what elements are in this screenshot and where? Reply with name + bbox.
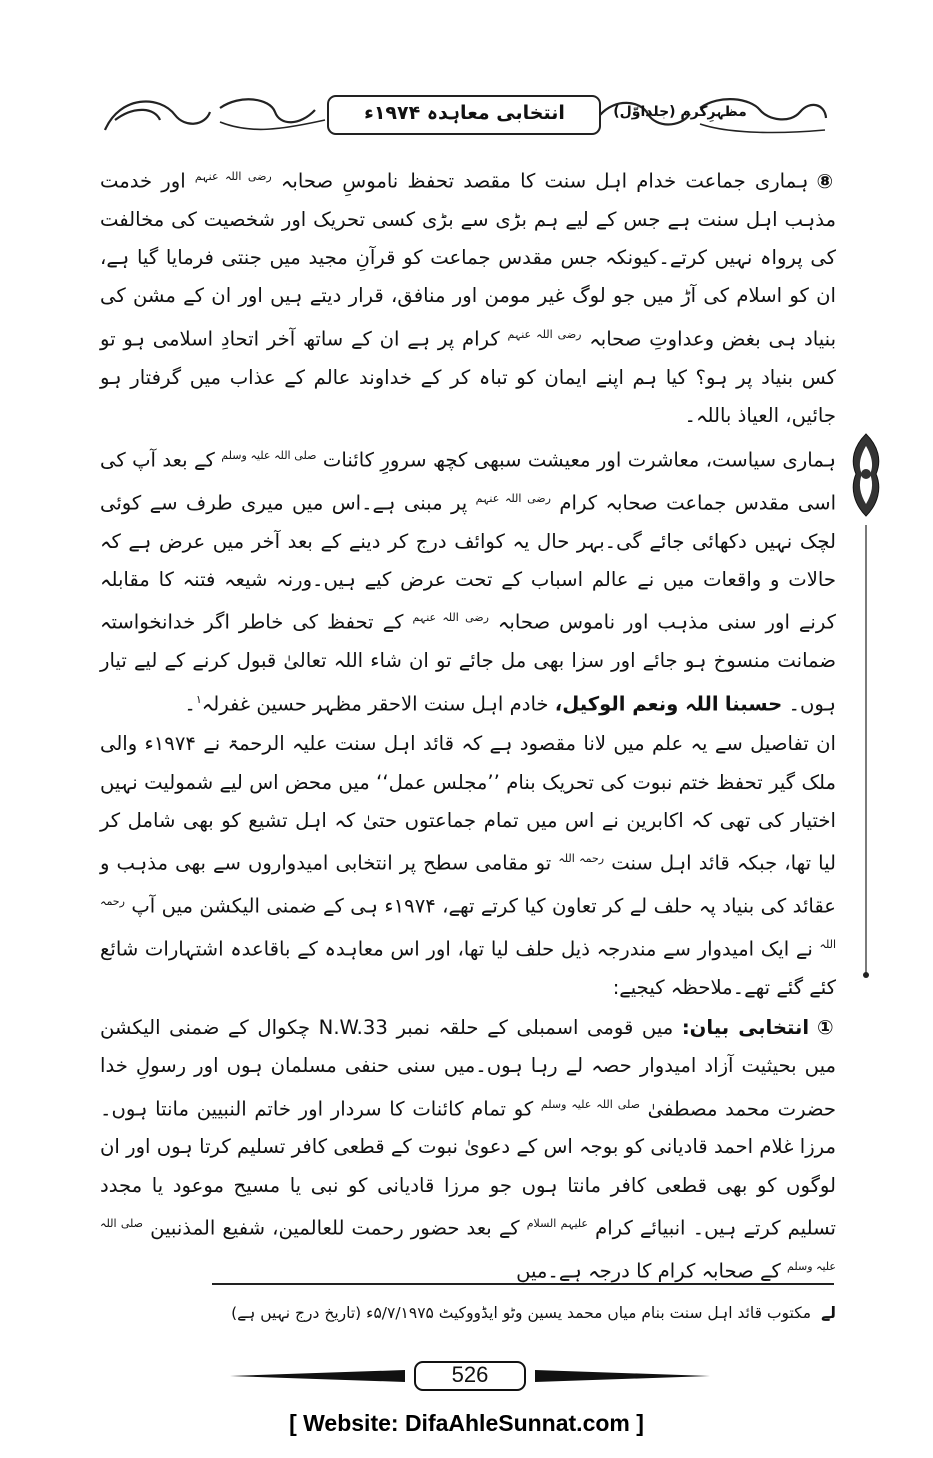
- statement-label: انتخابی بیان:: [681, 1016, 810, 1040]
- text-segment: اور خدمت مذہب اہل سنت ہے: [100, 169, 837, 231]
- footnote-text: مکتوب قائد اہل سنت بنام میاں محمد یسین وٹو ایڈووکیٹ ۵/۷/۱۹۷۵ء (تاریخ درج نہیں ہے): [231, 1304, 812, 1322]
- footnote: [200, 1300, 836, 1326]
- footnote-divider: [212, 1283, 834, 1285]
- text-segment: کے تحفظ کی خاطر اگر خدانخواستہ: [100, 610, 404, 634]
- text-segment: کرام پر ہے ان کے: [351, 327, 500, 351]
- honorific: علیہم السلام: [526, 1217, 588, 1231]
- honorific: رضی اللہ عنہم: [507, 327, 582, 341]
- page-number: 526: [451, 1362, 489, 1387]
- honorific: رضی اللہ عنہم: [194, 170, 272, 183]
- text-segment: میں قومی اسمبلی کے حلقہ نمبر: [396, 1016, 674, 1040]
- text-segment: منافق، قرار دیتے ہیں اور ان کے مشن کی بنیاد ہی بغض وعداوتِ صحابہ: [100, 284, 837, 351]
- constituency-code: N.W.33: [318, 1016, 388, 1040]
- text-segment: میں گرفتار ہو جائیں، العیاذ باللہ۔: [100, 365, 836, 427]
- text-segment: تمام جماعتوں حتیٰ کہ اہل تشیع کو بھی شامل کر لیا تھا، جبکہ قائد اہل سنت: [100, 808, 837, 875]
- honorific: رحمہ اللہ: [558, 852, 605, 866]
- text-segment: امیدواروں سے بھی مذہب و عقائد کی بنیاد پہ حلف لے کر تعاون کیا کرتے تھے، ۱۹۷۴ء ہی کے ضمنی: [100, 851, 836, 918]
- text-segment: کے بعد حضور رحمت للعالمین، شفیع المذنبین: [150, 1216, 520, 1240]
- text-segment: تو مقامی سطح پر انتخابی: [335, 851, 552, 875]
- text-segment: ختم نبوت کی تحریک بنام ’’مجلس عمل‘‘ میں محض اس لیے شمولیت نہیں اختیار کی تھی کہ اکابرین نے اس میں: [100, 770, 836, 832]
- text-segment: کوائف درج کر دینے کے بعد آخر میں عرض ہے کہ حالات و واقعات میں نے عالم اسباب کے تحت عرض: [100, 529, 836, 592]
- text-segment: امیدوار حصہ لے رہا ہوں۔میں سنی حنفی مسلمان ہوں اور رسولِ خدا حضرت محمد مصطفیٰ: [100, 1054, 836, 1121]
- text-segment: ہماری سیاست، معاشرت اور معیشت سبھی کچھ سرورِ کائنات: [322, 448, 836, 472]
- text-segment: کو تمام کائنات: [412, 1097, 534, 1121]
- honorific: صلی اللہ علیہ وسلم: [540, 1097, 640, 1111]
- text-segment: ساتھ آخر اتحادِ اسلامی ہو تو کس بنیاد پر ہو؟ کیا ہم اپنے ایمان کو تباہ کر کے خداوند عالم کے عذاب: [100, 327, 837, 389]
- text-segment: کیے ہیں۔ورنہ شیعہ فتنہ کا مقابلہ کرنے اور سنی مذہب اور ناموس صحابہ: [100, 568, 836, 634]
- main-text: [100, 158, 836, 1291]
- point-number: ⑧: [816, 169, 837, 193]
- text-segment: اشتہارات شائع کئے گئے تھے۔ملاحظہ کیجیے:: [100, 937, 836, 999]
- text-segment: پر مبنی ہے۔اس میں میری طرف سے کوئی لچک نہیں دکھائی جائے گی۔بہر حال یہ: [100, 491, 836, 553]
- text-segment: خادم اہل سنت الاحقر مظہر حسین غفرلہ: [201, 692, 549, 716]
- header-volume: مظہرِکرم (جلداوّل): [613, 104, 747, 120]
- text-segment: جماعت صحابہ کرام: [559, 491, 727, 515]
- page-number-strip: [230, 1356, 710, 1396]
- honorific: رحمہ اللہ: [100, 895, 836, 951]
- paragraph-election-statement: [100, 1009, 836, 1291]
- text-segment: نے ایک امیدوار سے مندرجہ ذیل حلف لیا تھا، اور اس معاہدہ کے باقاعدہ: [230, 937, 813, 961]
- footnote-reference: ۱: [195, 692, 202, 706]
- text-segment: چکوال کے ضمنی الیکشن میں بحیثیت آزاد: [100, 1016, 837, 1078]
- header-title: انتخابی معاہدہ ۱۹۷۴ء: [364, 102, 565, 124]
- side-margin-ornament: [848, 430, 884, 980]
- text-segment: اللہ ونعم الوکیل،: [554, 692, 719, 716]
- paragraph-details: [100, 725, 836, 1007]
- text-segment: مقدس جماعت کو قرآنِ مجید میں جنتی فرمایا گیا ہے، ان کو اسلام کی آڑ میں جو لوگ غیر مومن اور: [100, 246, 837, 308]
- text-segment: ان تفاصیل سے یہ علم میں لانا مقصود ہے کہ قائد اہل سنت علیہ الرحمۃ نے ۱۹۷۴ء والی ملک گیر تحفظ: [100, 732, 837, 794]
- text-segment: ضمانت منسوخ ہو جائے اور سزا بھی مل جائے تو ان شاء اللہ تعالیٰ قبول کرنے کے لیے تیار ہوں۔: [100, 649, 836, 716]
- text-segment: ہماری جماعت خدام اہل سنت کا مقصد تحفظ ناموسِ صحابہ: [280, 169, 809, 193]
- honorific: رضی اللہ عنہم: [475, 491, 551, 505]
- text-segment: ۔: [184, 692, 196, 716]
- honorific: صلی اللہ علیہ وسلم: [221, 449, 317, 463]
- website-footer: [ Website: DifaAhleSunnat.com ]: [289, 1410, 644, 1436]
- text-segment: حسبنا: [724, 692, 783, 716]
- text-segment: کے صحابہ کرام کا درجہ ہے۔میں: [516, 1259, 781, 1283]
- text-segment: جس کے لیے ہم بڑی سے بڑی کسی تحریک اور شخصیت کی مخالفت کی پرواہ نہیں کرتے۔کیونکہ جس: [100, 207, 837, 270]
- paragraph-point-8: [100, 158, 836, 435]
- text-segment: انبیائے کرام: [595, 1216, 686, 1240]
- text-segment: کا سردار اور خاتم النبیین مانتا ہوں۔مرزا غلام احمد قادیانی کو بوجہ اس کے دعویٰ نبوت کے قطعی کافر تسلیم کرتا: [100, 1097, 836, 1159]
- text-segment: الیکشن میں آپ: [131, 894, 260, 918]
- text-segment: ہوں اور ان لوگوں کو بھی قطعی کافر مانتا ہوں جو مرزا قادیانی کو نبی یا مسیح موعود یا مجدد تسلیم کرتے ہیں۔: [100, 1135, 837, 1240]
- text-segment: کے بعد آپ کی اسی مقدس: [100, 448, 837, 515]
- honorific: صلی اللہ علیہ وسلم: [100, 1217, 836, 1273]
- paragraph-politics: [100, 437, 836, 723]
- point-number: ①: [817, 1016, 836, 1040]
- honorific: رضی اللہ عنہم: [412, 611, 489, 625]
- page-header: [100, 90, 830, 140]
- footnote-marker: لے: [821, 1304, 836, 1322]
